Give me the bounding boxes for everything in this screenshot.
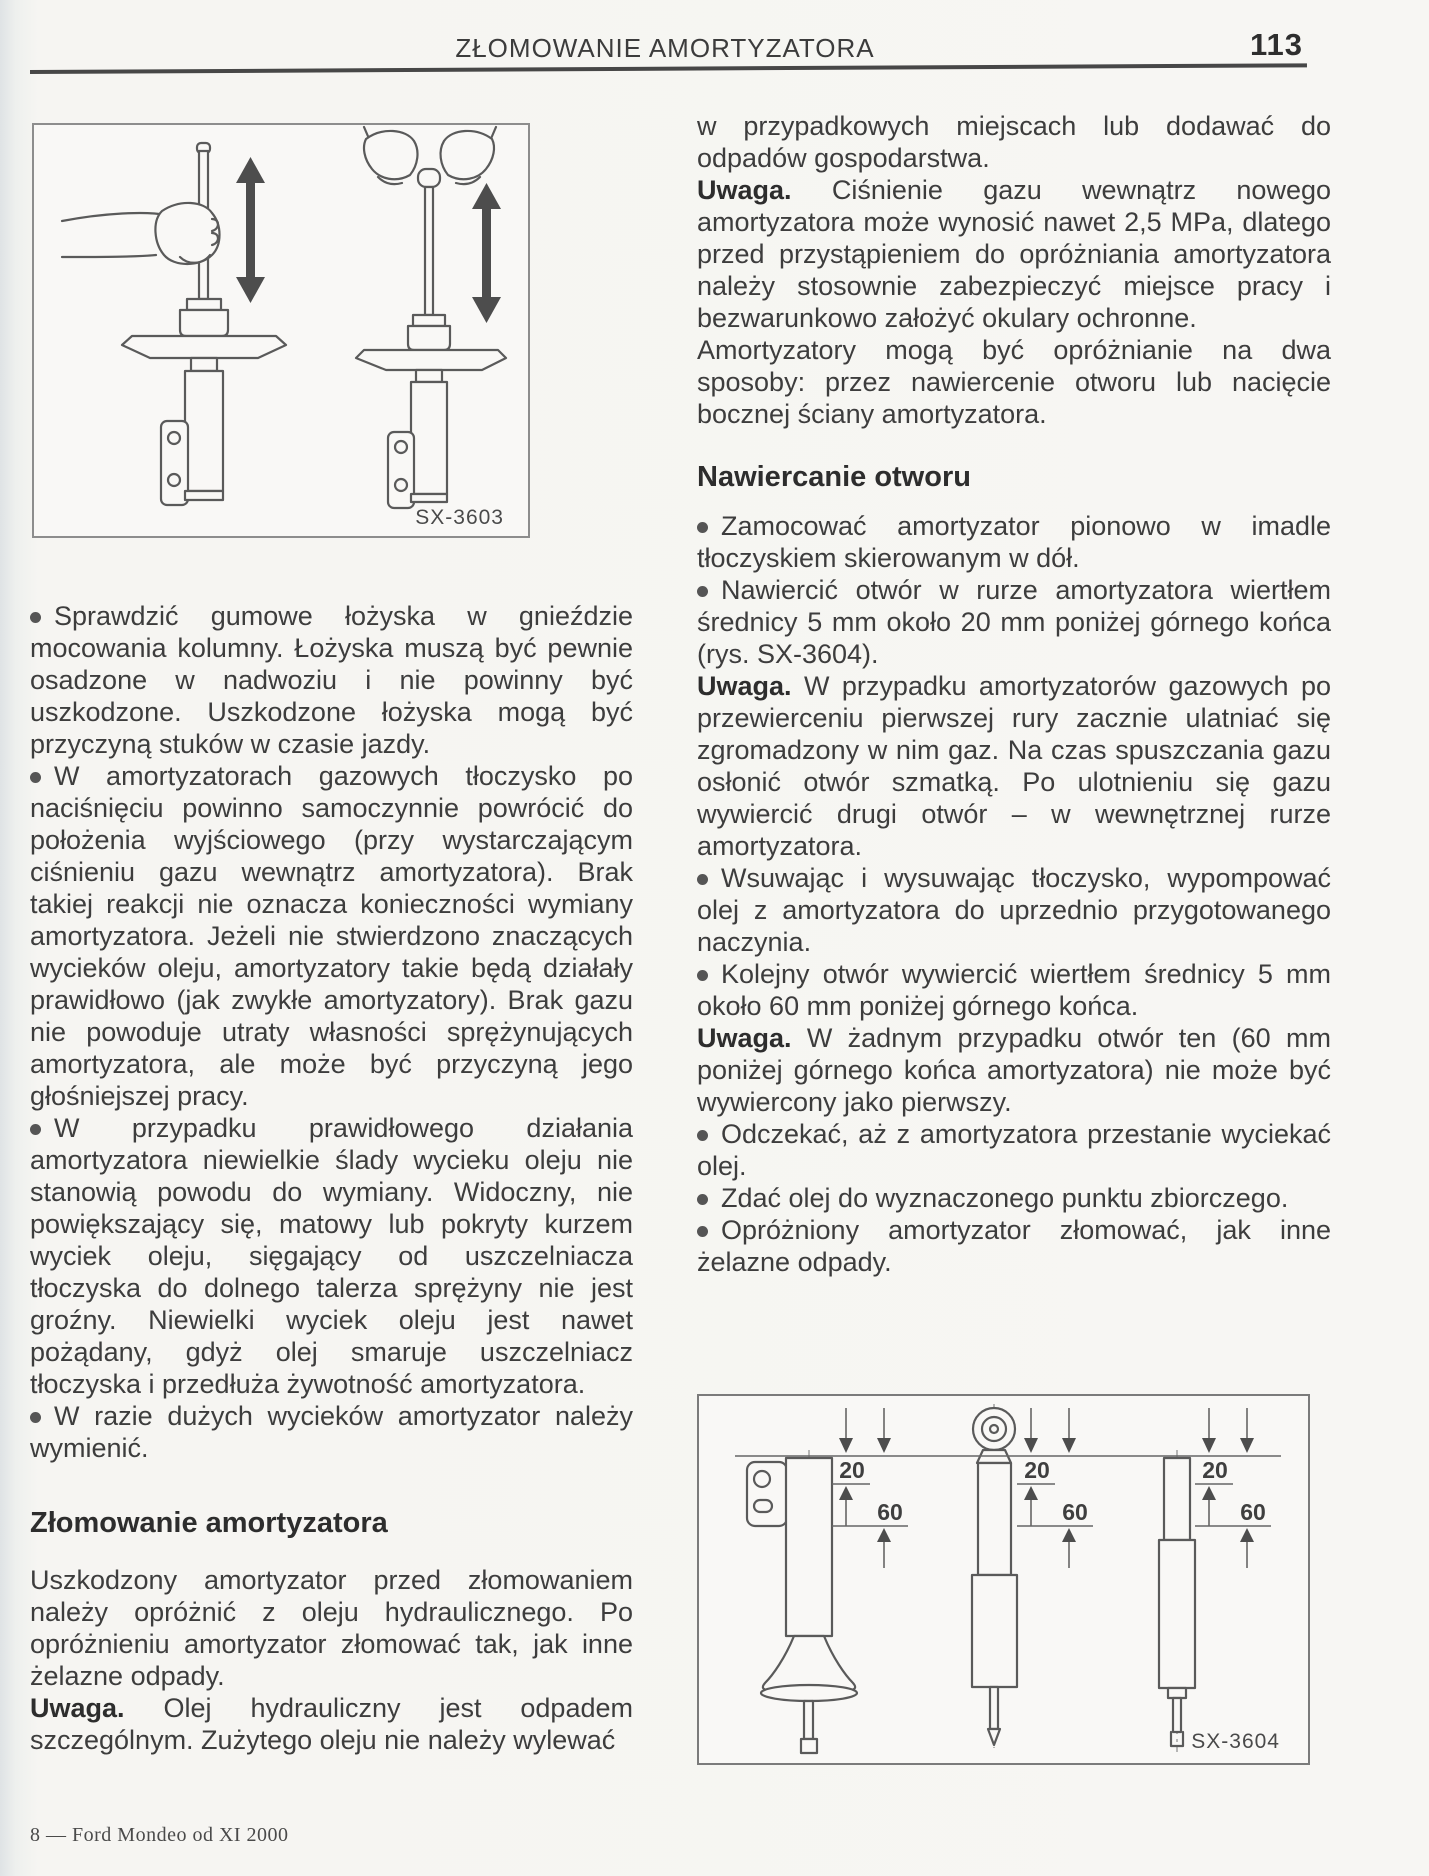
left-column [30,600,633,1756]
figure-sx3603 [32,123,530,538]
bullet-icon [697,1194,708,1205]
bullet-icon [697,874,708,885]
bullet-text: W amortyzatorach gazowych tłoczysko po naciśnięciu powinno samoczynnie powrócić do położenia wyjściowego (przy wystarczającym ciśnieniu gazu wewnątrz amortyzatora). Brak takiej reakcji nie oznacza konieczności wymiany amortyzatora. Jeżeli nie stwierdzono znaczących wycieków oleju, amortyzatory takie będą działały prawidłowo (jak zwykłe amortyzatory). Brak gazu nie powoduje utraty własności sprężynujących amortyzatora, ale może być przyczyną jego głośniejszej pracy. [30,761,633,1111]
bullet-item [697,510,1331,574]
hand-icon [62,203,220,264]
page-number: 113 [1250,27,1304,62]
paragraph-continued: w przypadkowych miejscach lub dodawać do odpadów gospodarstwa. [697,111,1331,173]
bullet-text: Wsuwając i wysuwając tłoczysko, wypompować olej z amortyzatora do uprzednio przygotowanego naczynia. [697,863,1331,957]
dim-label-60: 60 [1240,1499,1266,1525]
bullet-text: W przypadku prawidłowego działania amortyzatora niewielkie ślady wycieku oleju nie stanowią powodu do wymiany. Widoczny, nie powiększający się, matowy lub pokryty kurzem wyciek oleju, sięgający od uszczelniacza tłoczyska do dolnego talerza sprężyny nie jest groźny. Niewielki wyciek oleju jest nawet pożądany, gdyż olej smaruje uszczelniacz tłoczyska i przedłuża żywotność amortyzatora. [30,1113,633,1399]
bullet-item [30,1112,633,1400]
figure-label: SX-3604 [1191,1730,1280,1753]
bullet-icon [697,1130,708,1141]
dimension-set [1017,1408,1093,1568]
damper-plain [1159,1458,1195,1746]
dim-label-60: 60 [1062,1499,1088,1525]
bullet-icon [30,612,41,623]
bullet-icon [697,522,708,533]
note-lead: Uwaga. [697,671,792,701]
note-paragraph [30,1692,633,1756]
bullet-text: Sprawdzić gumowe łożyska w gnieździe mocowania kolumny. Łożyska muszą być pewnie osadzone w nadwoziu i nie powinny być uszkodzone. Uszkodzone łożyska mogą być przyczyną stuków w czasie jazdy. [30,601,633,759]
note-paragraph [697,670,1331,862]
drill-position-dimensions-illustration [699,1396,1308,1763]
note-lead: Uwaga. [697,1023,792,1053]
double-arrow-icon [236,157,265,303]
figure-sx3604 [697,1394,1310,1765]
bullet-text: Kolejny otwór wywiercić wiertłem średnicy 5 mm około 60 mm poniżej górnego końca. [697,959,1331,1021]
note-lead: Uwaga. [697,175,792,205]
bullet-icon [697,970,708,981]
note-paragraph [697,174,1331,334]
book-footer: 8 — Ford Mondeo od XI 2000 [30,1824,289,1846]
bullet-text: Zdać olej do wyznaczonego punktu zbiorczego. [721,1183,1289,1213]
bullet-item [30,760,633,1112]
note-text: Ciśnienie gazu wewnątrz nowego amortyzatora może wynosić nawet 2,5 MPa, dlatego przed przystąpieniem do opróżniania amortyzatora należy stosownie zabezpieczyć miejsce pracy i bezwarunkowo założyć okulary ochronne. [697,175,1331,333]
bullet-text: Opróżniony amortyzator złomować, jak inne żelazne odpady. [697,1215,1331,1277]
bullet-icon [30,772,41,783]
bullet-text: Odczekać, aż z amortyzatora przestanie wyciekać olej. [697,1119,1331,1181]
note-text: W żadnym przypadku otwór ten (60 mm poniżej górnego końca amortyzatora) nie może być wywiercony jako pierwszy. [697,1023,1331,1117]
damper-strut [747,1458,857,1753]
dim-label-20: 20 [1024,1457,1050,1483]
note-paragraph [697,1022,1331,1118]
bullet-item [697,574,1331,670]
right-column [697,110,1331,1278]
header-rule [30,63,1307,74]
note-text: W przypadku amortyzatorów gazowych po przewierceniu pierwszej rury zacznie ulatniać się zgromadzony w nim gaz. Na czas spuszczania gazu osłonić otwór szmatką. Po ulotnieniu się gazu wywiercić drugi otwór – w wewnętrznej rurze amortyzatora. [697,671,1331,861]
bullet-icon [30,1412,41,1423]
bullet-item [697,958,1331,1022]
bullet-item [30,1400,633,1464]
note-text: Olej hydrauliczny jest odpadem szczególnym. Zużytego oleju nie należy wylewać [30,1693,633,1755]
bullet-item [697,862,1331,958]
paragraph: Uszkodzony amortyzator przed złomowaniem należy opróżnić z oleju hydraulicznego. Po opróżnieniu amortyzator złomować tak, jak inne żelazne odpady. [30,1565,633,1691]
double-arrow-icon [472,183,501,323]
paragraph: Amortyzatory mogą być opróżnianie na dwa sposoby: przez nawiercenie otworu lub nacięcie bocznej ściany amortyzatora. [697,335,1331,429]
bullet-icon [30,1124,41,1135]
strut-right [356,127,506,508]
figure-label: SX-3603 [415,506,504,529]
dim-label-20: 20 [839,1457,865,1483]
bullet-text: Nawiercić otwór w rurze amortyzatora wiertłem średnicy 5 mm około 20 mm poniżej górnego końca (rys. SX-3604). [697,575,1331,669]
bullet-text: Zamocować amortyzator pionowo w imadle tłoczyskiem skierowanym w dół. [697,511,1331,573]
dim-label-20: 20 [1202,1457,1228,1483]
bullet-item [697,1214,1331,1278]
section-heading-scrapping: Złomowanie amortyzatora [30,1507,388,1539]
bullet-icon [697,1226,708,1237]
shock-absorber-hand-test-illustration [34,125,528,536]
bullet-item [697,1182,1331,1214]
damper-eye-mount [972,1408,1017,1745]
dimension-set [1195,1408,1271,1568]
dimension-set [832,1408,908,1568]
bullet-text: W razie dużych wycieków amortyzator należy wymienić. [30,1401,633,1463]
section-heading-drilling: Nawiercanie otworu [697,461,971,493]
bullet-item [30,600,633,760]
bullet-icon [697,586,708,597]
dim-label-60: 60 [877,1499,903,1525]
page-header-title: ZŁOMOWANIE AMORTYZATORA [455,33,875,63]
strut-left [62,143,286,505]
note-lead: Uwaga. [30,1693,125,1723]
bullet-item [697,1118,1331,1182]
